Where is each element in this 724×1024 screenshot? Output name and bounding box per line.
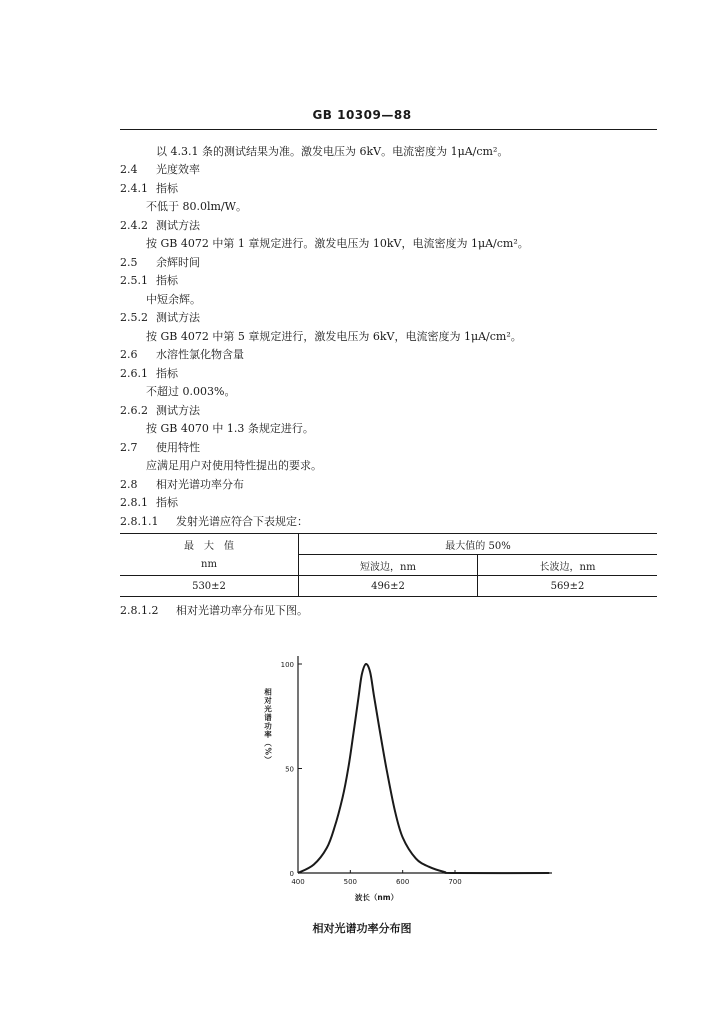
value-long-edge: 569±2	[478, 576, 658, 597]
page-header: GB 10309—88	[312, 108, 412, 122]
section-heading: 2.8.1.2 相对光谱功率分布见下图。	[120, 604, 308, 617]
section-heading: 2.4.1 指标	[120, 182, 178, 195]
y-tick-label: 50	[285, 765, 294, 774]
x-tick-label: 600	[395, 878, 410, 886]
x-tick-label: 700	[448, 878, 462, 886]
section-heading: 2.4 光度效率	[120, 163, 200, 176]
section-heading: 2.8.1.1 发射光谱应符合下表规定：	[120, 515, 308, 528]
x-tick-label: 400	[291, 878, 305, 886]
header-short-edge: 短波边，nm	[299, 555, 478, 576]
header-max-value: 最 大 值	[120, 534, 299, 555]
section-heading: 2.5.2 测试方法	[120, 311, 200, 324]
header-half-max: 最大值的 50%	[299, 534, 658, 555]
header-long-edge: 长波边，nm	[478, 555, 658, 576]
value-max: 530±2	[120, 576, 299, 597]
section-heading: 2.5.1 指标	[120, 274, 178, 287]
y-tick-label: 100	[280, 661, 294, 669]
y-axis-label: 相对光谱功率（%）	[263, 688, 273, 765]
chart-caption: 相对光谱功率分布图	[312, 922, 412, 935]
text-line: 应满足用户对使用特性提出的要求。	[146, 459, 322, 472]
section-heading: 2.6 水溶性氯化物含量	[120, 348, 244, 361]
text-line: 中短余辉。	[146, 293, 201, 306]
text-line: 按 GB 4072 中第 1 章规定进行。激发电压为 10kV，电流密度为 1μA/cm²。	[146, 237, 529, 250]
section-heading: 2.6.1 指标	[120, 367, 178, 380]
section-heading: 2.7 使用特性	[120, 441, 200, 454]
section-heading: 2.8 相对光谱功率分布	[120, 478, 244, 491]
y-tick-label: 0	[289, 870, 294, 878]
section-heading: 2.8.1 指标	[120, 496, 178, 509]
text-line: 以 4.3.1 条的测试结果为准。激发电压为 6kV。电流密度为 1μA/cm²。	[156, 145, 509, 158]
text-line: 按 GB 4072 中第 5 章规定进行，激发电压为 6kV，电流密度为 1μA/cm²。	[146, 330, 522, 343]
section-heading: 2.5 余辉时间	[120, 256, 200, 269]
text-line: 按 GB 4070 中 1.3 条规定进行。	[146, 422, 314, 435]
x-tick-label: 500	[343, 878, 358, 886]
header-max-unit: nm	[201, 559, 217, 571]
x-axis-label: 波长（nm）	[354, 893, 399, 902]
value-short-edge: 496±2	[299, 576, 478, 597]
text-line: 不低于 80.0lm/W。	[146, 200, 247, 213]
section-heading: 2.4.2 测试方法	[120, 219, 200, 232]
spectrum-curve	[298, 664, 549, 873]
section-heading: 2.6.2 测试方法	[120, 404, 200, 417]
text-line: 不超过 0.003%。	[146, 385, 236, 398]
